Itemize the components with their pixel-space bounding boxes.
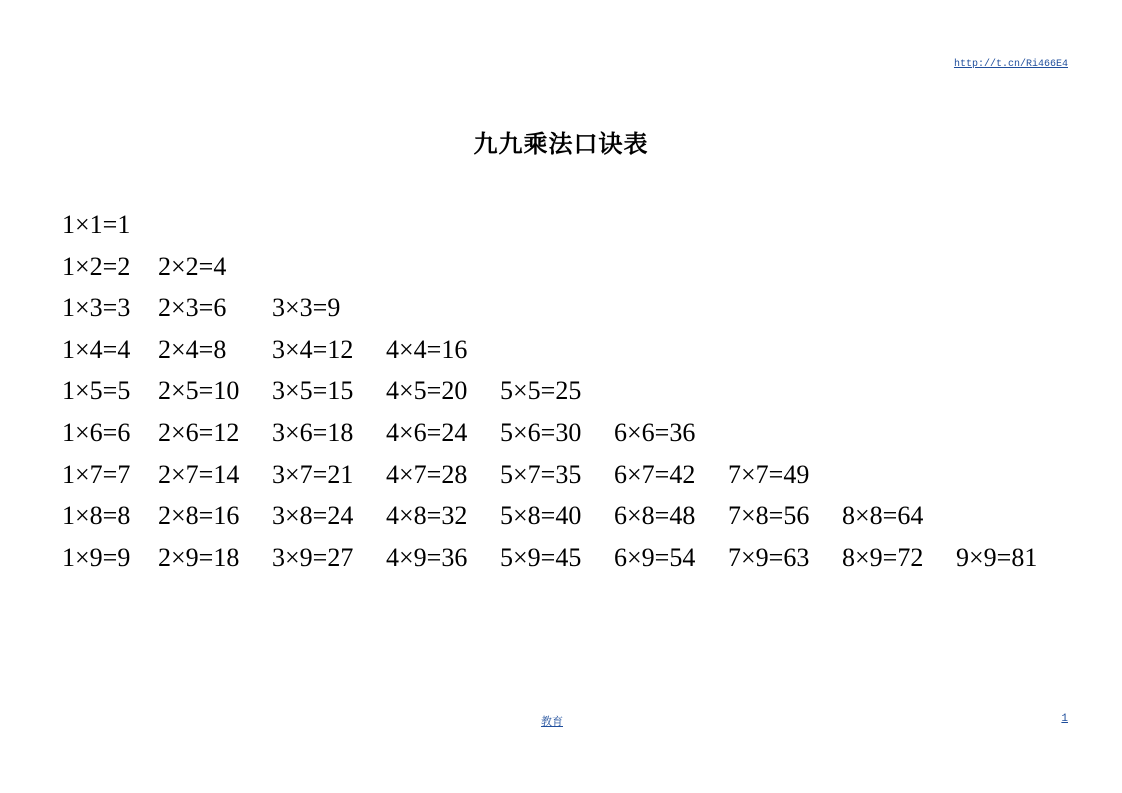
table-cell: 1×4=4 xyxy=(62,334,131,364)
table-cell: 4×5=20 xyxy=(386,376,468,406)
table-cell: 5×6=30 xyxy=(500,417,582,447)
table-cell: 2×6=12 xyxy=(158,417,240,447)
table-cell: 5×8=40 xyxy=(500,501,582,531)
table-cell: 6×9=54 xyxy=(614,542,696,572)
table-cell: 5×9=45 xyxy=(500,542,582,572)
table-cell: 4×4=16 xyxy=(386,334,468,364)
table-cell: 6×6=36 xyxy=(614,417,696,447)
table-cell: 1×8=8 xyxy=(62,501,131,531)
table-row xyxy=(62,247,1082,289)
table-cell: 2×3=6 xyxy=(158,293,227,323)
table-cell: 4×7=28 xyxy=(386,459,468,489)
table-row xyxy=(62,538,1082,580)
table-cell: 3×9=27 xyxy=(272,542,354,572)
table-cell: 4×8=32 xyxy=(386,501,468,531)
table-cell: 3×5=15 xyxy=(272,376,354,406)
table-cell: 7×7=49 xyxy=(728,459,810,489)
table-row xyxy=(62,496,1082,538)
table-cell: 4×9=36 xyxy=(386,542,468,572)
table-cell: 1×2=2 xyxy=(62,251,131,281)
table-cell: 3×3=9 xyxy=(272,293,341,323)
table-cell: 1×1=1 xyxy=(62,210,131,239)
header-link[interactable]: http://t.cn/Ri466E4 xyxy=(953,59,1068,70)
page-title: 九九乘法口诀表 xyxy=(473,130,649,158)
table-cell: 7×9=63 xyxy=(728,542,810,572)
table-cell: 2×8=16 xyxy=(158,501,240,531)
footer-link-education[interactable]: 教育 xyxy=(541,715,563,728)
multiplication-table xyxy=(62,205,1082,579)
table-cell: 2×5=10 xyxy=(158,376,240,406)
table-cell: 1×7=7 xyxy=(62,459,131,489)
table-row xyxy=(62,288,1082,330)
table-row xyxy=(62,205,1082,247)
table-cell: 2×7=14 xyxy=(158,459,240,489)
table-row xyxy=(62,413,1082,455)
table-cell: 6×7=42 xyxy=(614,459,696,489)
table-cell: 8×8=64 xyxy=(842,501,924,531)
table-row xyxy=(62,455,1082,497)
table-cell: 5×7=35 xyxy=(500,459,582,489)
table-cell: 2×9=18 xyxy=(158,542,240,572)
table-row xyxy=(62,330,1082,372)
table-cell: 4×6=24 xyxy=(386,417,468,447)
table-cell: 3×6=18 xyxy=(272,417,354,447)
table-cell: 1×3=3 xyxy=(62,293,131,323)
table-cell: 3×4=12 xyxy=(272,334,354,364)
table-cell: 7×8=56 xyxy=(728,501,810,531)
table-cell: 5×5=25 xyxy=(500,376,582,406)
table-row xyxy=(62,371,1082,413)
page-number[interactable]: 1 xyxy=(1061,713,1068,725)
table-cell: 3×8=24 xyxy=(272,501,354,531)
table-cell: 6×8=48 xyxy=(614,501,696,531)
table-cell: 1×5=5 xyxy=(62,376,131,406)
table-cell: 2×2=4 xyxy=(158,251,227,281)
table-cell: 1×6=6 xyxy=(62,417,131,447)
table-cell: 8×9=72 xyxy=(842,542,924,572)
table-cell: 9×9=81 xyxy=(956,542,1038,572)
table-cell: 3×7=21 xyxy=(272,459,354,489)
table-cell: 1×9=9 xyxy=(62,542,131,572)
table-cell: 2×4=8 xyxy=(158,334,227,364)
